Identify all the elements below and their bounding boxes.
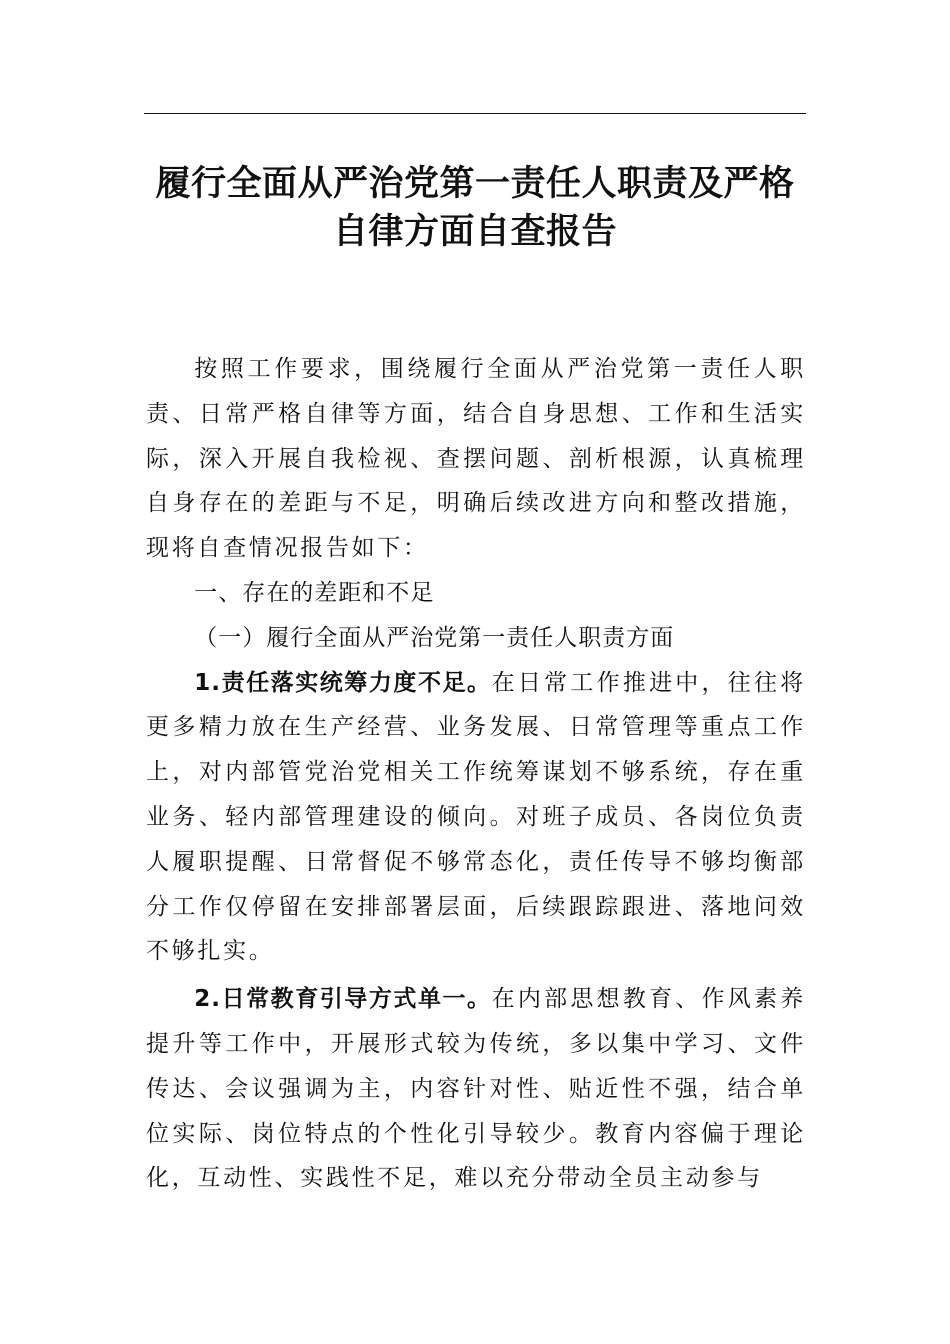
section-heading: 一、存在的差距和不足	[194, 579, 435, 606]
document-title-line-2: 自律方面自查报告	[332, 212, 617, 252]
item-2-text: 在内部思想教育、作风素养提升等工作中，开展形式较为传统，多以集中学习、文件传达、会议强调为主，内容针对性、贴近性不强，结合单位实际、岗位特点的个性化引导较少。教育内容偏于理论化，互动性、实践性不足，难以充分带动全员主动参与	[146, 986, 806, 1192]
document-title	[144, 160, 806, 256]
item-1-lead: 1.责任落实统筹力度不足。	[194, 669, 492, 696]
subsection-heading: （一）履行全面从严治党第一责任人职责方面	[194, 624, 675, 651]
item-1-text: 在日常工作推进中，往往将更多精力放在生产经营、业务发展、日常管理等重点工作上，对内部管党治党相关工作统筹谋划不够系统，存在重业务、轻内部管理建设的倾向。对班子成员、各岗位负责人履职提醒、日常督促不够常态化，责任传导不够均衡部分工作仅停留在安排部署层面，后续跟踪跟进、落地问效不够扎实。	[146, 669, 806, 965]
document-title-line-1: 履行全面从严治党第一责任人职责及严格	[155, 164, 795, 204]
intro-paragraph: 按照工作要求，围绕履行全面从严治党第一责任人职责、日常严格自律等方面，结合自身思想、工作和生活实际，深入开展自我检视、查摆问题、剖析根源，认真梳理自身存在的差距与不足，明确后续改进方向和整改措施，现将自查情况报告如下：	[146, 356, 806, 562]
item-paragraph-2	[146, 977, 806, 1201]
header-rule	[144, 113, 806, 114]
item-2-lead: 2.日常教育引导方式单一。	[194, 986, 492, 1013]
item-paragraph-1	[146, 661, 806, 975]
document-body	[146, 347, 806, 1201]
